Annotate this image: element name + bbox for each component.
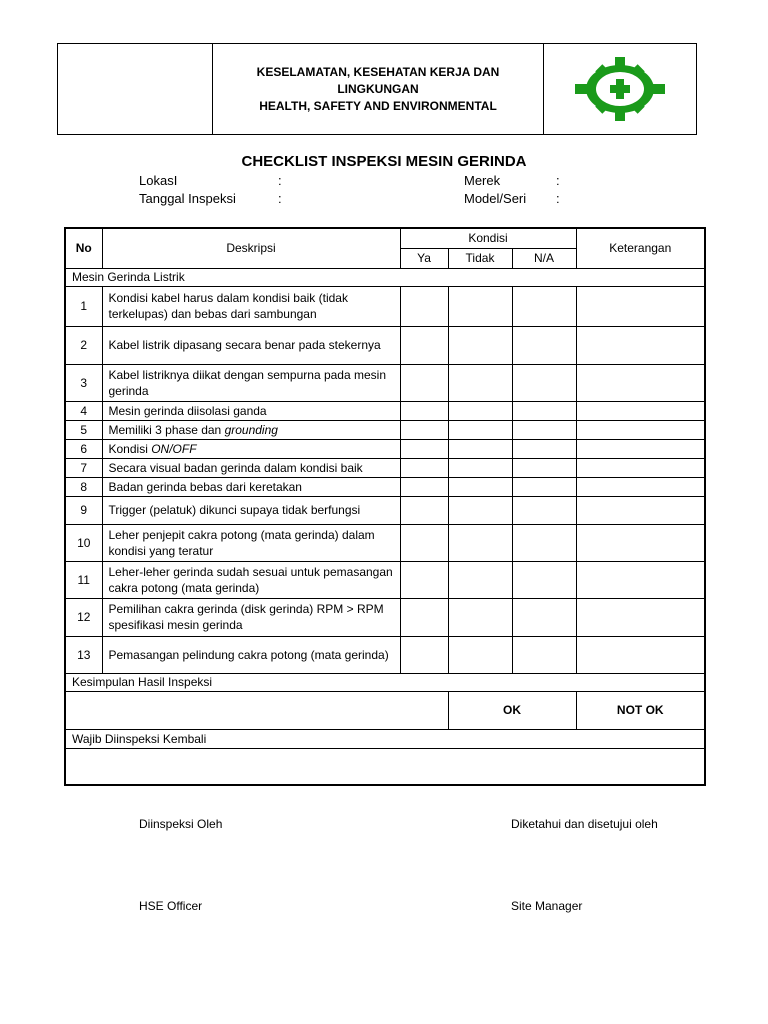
row-description-italic: grounding bbox=[224, 422, 278, 437]
row-description bbox=[102, 636, 400, 673]
row-description bbox=[102, 420, 400, 439]
header-title-cell bbox=[213, 44, 544, 134]
cell-keterangan[interactable] bbox=[576, 364, 705, 401]
row-description-text: Kondisi kabel harus dalam kondisi baik (tidak terkelupas) dan bebas dari sambungan bbox=[108, 291, 348, 321]
cell-na[interactable] bbox=[512, 326, 576, 364]
cell-na[interactable] bbox=[512, 401, 576, 420]
table-row bbox=[65, 598, 705, 636]
col-header-kondisi: Kondisi bbox=[400, 228, 576, 248]
row-description-text: Kabel listriknya diikat dengan sempurna pada mesin gerinda bbox=[108, 367, 386, 398]
cell-ya[interactable] bbox=[400, 598, 448, 636]
inspected-by-label: Diinspeksi Oleh bbox=[139, 817, 223, 831]
cell-ya[interactable] bbox=[400, 496, 448, 524]
table-row bbox=[65, 439, 705, 458]
not-ok-cell[interactable]: NOT OK bbox=[576, 691, 705, 729]
col-header-na: N/A bbox=[512, 248, 576, 268]
wajib-notes-cell[interactable] bbox=[65, 748, 705, 785]
row-description-text: Pemilihan cakra gerinda (disk gerinda) RPM > RPM spesifikasi mesin gerinda bbox=[108, 602, 384, 632]
site-manager-label: Site Manager bbox=[511, 899, 583, 913]
lokasi-label: LokasI bbox=[139, 173, 178, 188]
row-number: 11 bbox=[65, 561, 102, 598]
cell-ya[interactable] bbox=[400, 286, 448, 326]
row-description bbox=[102, 598, 400, 636]
row-description bbox=[102, 286, 400, 326]
cell-tidak[interactable] bbox=[448, 439, 512, 458]
wajib-heading: Wajib Diinspeksi Kembali bbox=[65, 729, 705, 748]
col-header-keterangan: Keterangan bbox=[576, 228, 705, 268]
cell-keterangan[interactable] bbox=[576, 458, 705, 477]
col-header-no: No bbox=[65, 228, 102, 268]
table-row bbox=[65, 561, 705, 598]
cell-tidak[interactable] bbox=[448, 286, 512, 326]
row-number: 12 bbox=[65, 598, 102, 636]
row-number: 10 bbox=[65, 524, 102, 561]
cell-keterangan[interactable] bbox=[576, 477, 705, 496]
cell-na[interactable] bbox=[512, 598, 576, 636]
cell-na[interactable] bbox=[512, 561, 576, 598]
row-description-text: Pemasangan pelindung cakra potong (mata gerinda) bbox=[108, 647, 389, 662]
cell-ya[interactable] bbox=[400, 458, 448, 477]
table-row bbox=[65, 477, 705, 496]
cell-tidak[interactable] bbox=[448, 364, 512, 401]
cell-tidak[interactable] bbox=[448, 598, 512, 636]
model-label: Model/Seri bbox=[464, 191, 527, 206]
table-row bbox=[65, 636, 705, 673]
col-header-ya: Ya bbox=[400, 248, 448, 268]
cell-keterangan[interactable] bbox=[576, 561, 705, 598]
row-description bbox=[102, 561, 400, 598]
kesimpulan-heading: Kesimpulan Hasil Inspeksi bbox=[65, 673, 705, 691]
kesimpulan-notes-cell[interactable] bbox=[65, 691, 448, 729]
row-number: 3 bbox=[65, 364, 102, 401]
cell-tidak[interactable] bbox=[448, 636, 512, 673]
row-number: 13 bbox=[65, 636, 102, 673]
tanggal-label: Tanggal Inspeksi bbox=[139, 191, 236, 206]
tanggal-colon: : bbox=[278, 191, 282, 206]
cell-na[interactable] bbox=[512, 477, 576, 496]
row-description bbox=[102, 364, 400, 401]
checklist-table bbox=[64, 227, 706, 786]
cell-ya[interactable] bbox=[400, 326, 448, 364]
row-description bbox=[102, 326, 400, 364]
table-row bbox=[65, 326, 705, 364]
row-description bbox=[102, 477, 400, 496]
cell-na[interactable] bbox=[512, 458, 576, 477]
cell-tidak[interactable] bbox=[448, 496, 512, 524]
ok-cell[interactable]: OK bbox=[448, 691, 576, 729]
cell-ya[interactable] bbox=[400, 439, 448, 458]
cell-tidak[interactable] bbox=[448, 401, 512, 420]
row-description-italic: ON/OFF bbox=[151, 441, 197, 456]
cell-ya[interactable] bbox=[400, 561, 448, 598]
table-row bbox=[65, 286, 705, 326]
model-colon: : bbox=[556, 191, 560, 206]
header-blank-cell bbox=[58, 44, 213, 134]
cell-ya[interactable] bbox=[400, 477, 448, 496]
cell-na[interactable] bbox=[512, 286, 576, 326]
page-title: CHECKLIST INSPEKSI MESIN GERINDA bbox=[241, 153, 527, 170]
cell-na[interactable] bbox=[512, 439, 576, 458]
section-heading: Mesin Gerinda Listrik bbox=[65, 268, 705, 286]
cell-tidak[interactable] bbox=[448, 561, 512, 598]
header-line-3: HEALTH, SAFETY AND ENVIRONMENTAL bbox=[259, 98, 497, 113]
row-number: 8 bbox=[65, 477, 102, 496]
cell-keterangan[interactable] bbox=[576, 524, 705, 561]
row-description-text: Secara visual badan gerinda dalam kondisi baik bbox=[108, 460, 363, 475]
table-row bbox=[65, 496, 705, 524]
row-description-text: Badan gerinda bebas dari keretakan bbox=[108, 479, 302, 494]
cell-keterangan[interactable] bbox=[576, 420, 705, 439]
table-row bbox=[65, 524, 705, 561]
row-number: 9 bbox=[65, 496, 102, 524]
cell-ya[interactable] bbox=[400, 401, 448, 420]
cell-na[interactable] bbox=[512, 524, 576, 561]
header-line-2: LINGKUNGAN bbox=[337, 81, 419, 96]
lokasi-colon: : bbox=[278, 173, 282, 188]
cell-ya[interactable] bbox=[400, 364, 448, 401]
row-description-text: Trigger (pelatuk) dikunci supaya tidak berfungsi bbox=[108, 503, 361, 517]
cell-keterangan[interactable] bbox=[576, 286, 705, 326]
row-description bbox=[102, 458, 400, 477]
row-description-text: Kondisi bbox=[108, 441, 152, 456]
table-row bbox=[65, 364, 705, 401]
merek-label: Merek bbox=[464, 173, 501, 188]
row-number: 7 bbox=[65, 458, 102, 477]
cell-ya[interactable] bbox=[400, 420, 448, 439]
col-header-deskripsi: Deskripsi bbox=[102, 228, 400, 268]
row-description bbox=[102, 496, 400, 524]
row-description-text: Leher-leher gerinda sudah sesuai untuk pemasangan cakra potong (mata gerinda) bbox=[108, 564, 393, 595]
row-description bbox=[102, 439, 400, 458]
table-row bbox=[65, 420, 705, 439]
cell-tidak[interactable] bbox=[448, 524, 512, 561]
cell-keterangan[interactable] bbox=[576, 636, 705, 673]
cell-tidak[interactable] bbox=[448, 326, 512, 364]
cell-keterangan[interactable] bbox=[576, 439, 705, 458]
row-number: 2 bbox=[65, 326, 102, 364]
approved-by-label: Diketahui dan disetujui oleh bbox=[511, 817, 658, 831]
cell-na[interactable] bbox=[512, 496, 576, 524]
row-description-text: Leher penjepit cakra potong (mata gerinda) dalam kondisi yang teratur bbox=[108, 527, 375, 558]
green-gear-cross-icon bbox=[574, 57, 666, 121]
cell-keterangan[interactable] bbox=[576, 598, 705, 636]
merek-colon: : bbox=[556, 173, 560, 188]
row-description-text: Mesin gerinda diisolasi ganda bbox=[108, 403, 267, 418]
row-description-text: Memiliki 3 phase dan bbox=[108, 422, 225, 437]
cell-ya[interactable] bbox=[400, 524, 448, 561]
row-number: 4 bbox=[65, 401, 102, 420]
header-box bbox=[57, 43, 697, 135]
cell-tidak[interactable] bbox=[448, 420, 512, 439]
cell-na[interactable] bbox=[512, 364, 576, 401]
row-number: 5 bbox=[65, 420, 102, 439]
hse-officer-label: HSE Officer bbox=[139, 899, 203, 913]
cell-tidak[interactable] bbox=[448, 458, 512, 477]
cell-keterangan[interactable] bbox=[576, 326, 705, 364]
cell-keterangan[interactable] bbox=[576, 496, 705, 524]
checklist-table-wrap bbox=[64, 227, 704, 786]
col-header-tidak: Tidak bbox=[448, 248, 512, 268]
cell-na[interactable] bbox=[512, 636, 576, 673]
cell-na[interactable] bbox=[512, 420, 576, 439]
row-number: 1 bbox=[65, 286, 102, 326]
row-description-text: Kabel listrik dipasang secara benar pada stekernya bbox=[108, 338, 381, 352]
row-number: 6 bbox=[65, 439, 102, 458]
logo-cell bbox=[544, 44, 696, 134]
cell-ya[interactable] bbox=[400, 636, 448, 673]
cell-keterangan[interactable] bbox=[576, 401, 705, 420]
header-line-1: KESELAMATAN, KESEHATAN KERJA DAN bbox=[256, 64, 500, 79]
table-row bbox=[65, 401, 705, 420]
table-row bbox=[65, 458, 705, 477]
row-description bbox=[102, 401, 400, 420]
row-description bbox=[102, 524, 400, 561]
cell-tidak[interactable] bbox=[448, 477, 512, 496]
